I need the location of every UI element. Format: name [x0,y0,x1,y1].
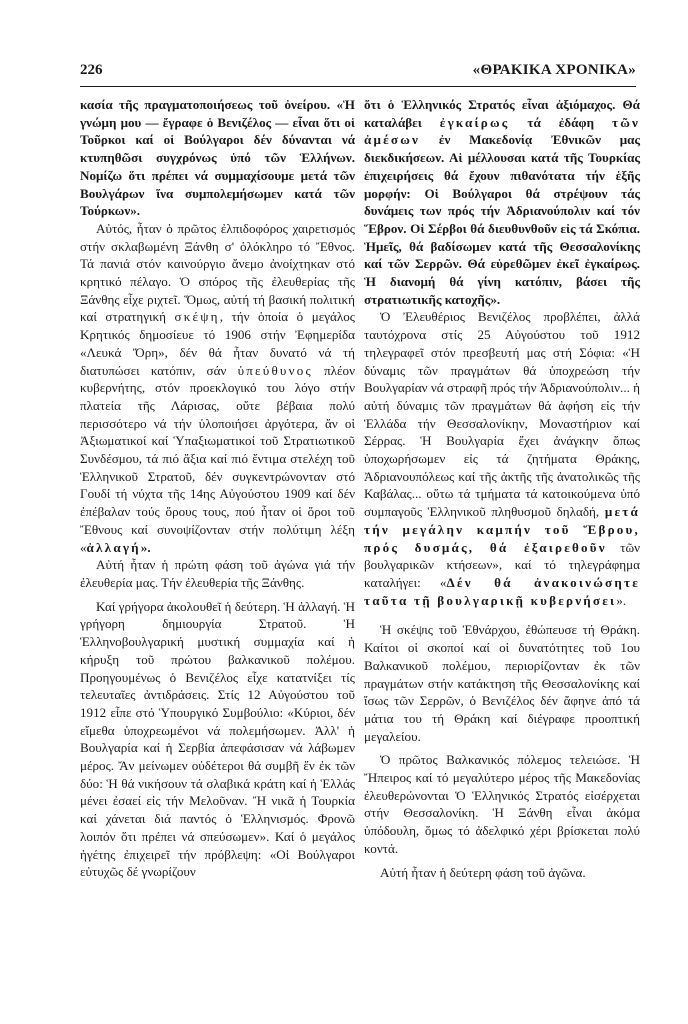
paragraph-text: Αὐτή ἦταν ἡ δεύτερη φάση τοῦ ἀγῶνα. [380,864,586,880]
paragraph-text: , τήν ὁποία ὁ μεγάλος Κρητικός δημοσίευε τό 1906 στήν Ἐφημερίδα «Λευκά Ὄρη», δέν θά ἦταν δυνατό νά τή διατυπώσει κατόπιν, σάν [80,309,355,378]
page-header [80,62,636,84]
paragraph [364,751,640,857]
paragraph [80,598,355,881]
spaced-phrase: Δέν θά ἀνακοινώσητε ταῦτα τῇ βουλγαρικῇ κυβερνήσει [364,574,640,608]
paragraph [364,621,640,745]
spaced-word: ὑπεύθυνος [237,362,313,378]
spaced-word: τῶν ἀμέσων [364,114,641,148]
paragraph-text: Ἡ σκέψις τοῦ Ἐθνάρχου, ἐθώπευσε τή Θράκη. Καίτοι οἱ σκοποί καί οἱ δυνατότητες τοῦ 1ου Βαλκανικοῦ πολέμου, περιορίζονταν ἐκ τῶν πραγμάτων στήν κατάκτηση τῆς Θεσσαλονίκης καί ἴσως τῶν Σερρῶν, ὁ Βενιζέλος δέν ἄφηνε ἀπό τά μάτια του τή Θράκη καί διέγραφε προοπτική μεγαλείου. [364,622,640,744]
spaced-word: ἐγκαίρως [439,114,510,130]
paragraph [80,96,355,220]
spaced-phrase: μετά τήν μεγάλην καμπήν τοῦ Ἕβρου, πρός δυσμάς, θά ἐξαιρεθοῦν [364,504,640,555]
paragraph-text: Καί γρήγορα ἀκολουθεῖ ἡ δεύτερη. Ἡ ἀλλαγή. Ἡ γρήγορη δημιουργία Στρατοῦ. Ἡ Ἑλληνοβουλγαρική μυστική συμμαχία καί ἡ κήρυξη τοῦ πρώτου βαλκανικοῦ πολέμου. Προηγουμένως ὁ Βενιζέλος εἶχε κατατνίξει τίς τελευταῖες ἀντιδράσεις. Στίς 12 Αὐγούστου τοῦ 1912 εἶπε στό Ὑπουργικό Συμβούλιο: «Κύριοι, δέν εἴμεθα ὑποχρεωμένοι νά πολεμήσωμεν. Ἀλλ' ἡ Βουλγαρία καί ἡ Σερβία ἀπεφάσισαν νά λάβωμεν μέρος. Ἄν μείνωμεν οὐδέτεροι θά συμβῆ ἕν ἐκ τῶν δύο: Ἡ θά νικήσουν τά σλαβικά κράτη καί ἡ Ἑλλάς μένει ἐσαεί εἰς τήν Μελοῦναν. Ἤ νικᾶ ἡ Τουρκία καί χάνεται διά παντός ὁ Ἑλληνισμός. Φρονῶ λοιπόν ὅτι πρέπει νά σπεύσωμεν». Καί ὁ μεγάλος ἡγέτης ἐπιχειρεῖ τήν πρόβλεψη: «Οἱ Βούλγαροι εὐτυχῶς δέ γνωρίζουν [80,598,355,880]
paragraph [80,556,355,591]
left-column [80,96,355,881]
spaced-word: σκέψη [174,309,220,325]
paragraph-text: Αὐτή ἦταν ἡ πρώτη φάση τοῦ ἀγώνα γιά τήν ἐλευθερία μας. Τήν ἐλευθερία τῆς Ξάνθης. [80,557,355,590]
paragraph [364,308,640,609]
paragraph [80,220,355,556]
paragraph-text: ». [140,539,151,555]
paragraph-text: Αὐτός, ἦταν ὁ πρῶτος ἐλπιδοφόρος χαιρετισμός στήν σκλαβωμένη Ξάνθη σ' ὁλόκληρο τό Ἔθνος. Τά πανιά στόν καινούργιο ἄνεμο ἀνοίχτηκαν στό κρητικό πέλαγο. Ὁ σπόρος τῆς ἐλευθερίας τῆς Ξάνθης εἶχε ριχτεῖ. Ὅμως, αὐτή τή βασική πολιτική καί στρατηγική [80,220,355,325]
running-title: «ΘΡΑΚΙΚΑ ΧΡΟΝΙΚΑ» [472,62,636,78]
paragraph [364,864,640,882]
paragraph-text: ». [616,592,627,608]
paragraph-text: κασία τῆς πραγματοποιήσεως τοῦ ὀνείρου. «Ἡ γνώμη μου — ἔγραφε ὁ Βενιζέλος — εἶναι ὅτι οἱ Τοῦρκοι καί οἱ Βούλγαροι δέν δύνανται νά κτυπηθῶσι συγχρόνως ὑπό τῶν Ἑλλήνων. Νομίζω ὅτι πρέπει νά συμμαχίσουμε μετά τῶν Βουλγάρων ἵνα συμπολεμήσωμεν κατά τῶν Τούρκων». [80,97,355,219]
paragraph-text: Ὁ πρῶτος Βαλκανικός πόλεμος τελειώσε. Ἡ Ἤπειρος καί τό μεγαλύτερο μέρος τῆς Μακεδονίας ἐλευθερώνονται Ὁ Ἑλληνικός Στρατός εἰσέρχεται στήν Θεσσαλονίκη. Ἡ Ξάνθη εἶναι ἀκόμα ὑπόδουλη, ὅμως τό ἀδελφικό χέρι βρίσκεται πολύ κοντά. [364,752,640,856]
paragraph-text: ὅτι ὁ Ἑλληνικός Στρατός εἶναι ἀξιόμαχος. Θά καταλάβει [364,97,640,130]
header-divider [80,86,636,87]
page-number: 226 [80,62,103,78]
paragraph-text: ἐν Μακεδονίᾳ Ἐθνικῶν μας διεκδικήσεων. Αἱ μέλλουσαι κατά τῆς Τουρκίας ἐπιχειρήσεις θά ἔχουν πιθανότατα τήν ἑξῆς μορφήν: Οἱ Βούλγαροι θά στρέψουν τάς δυνάμεις των πρός τήν Ἀδριανούπολιν καί τόν Ἕβρον. Οἱ Σέρβοι θά διευθυνθοῦν εἰς τά Σκόπια. Ἡμεῖς, θά βαδίσωμεν κατά τῆς Θεσσαλονίκης καί τῶν Σερρῶν. Θά εὑρεθῶμεν ἐκεῖ ἐγκαίρως. Ἡ διανομή θά γίνη κατόπιν, βάσει τῆς στρατιωτικῆς κατοχῆς». [364,132,640,307]
spaced-word: ἀλλαγή [86,539,141,555]
paragraph-text: πλέον κυβερνήτης, στόν προεκλογικό του λόγο στήν πλατεία τῆς Λάρισας, οὔτε βέβαια πολύ περισσότερο νά τήν ὑλοποιήσει ἀργότερα, ἄν οἱ Ἀξιωματικοί καί Ὑπαξιωματικοί τοῦ Στρατιωτικοῦ Συνδέσμου, τά πιό ἄξια καί πιό ἔντιμα στελέχη τοῦ Ἑλληνικοῦ Στρατοῦ, δέν συγκεντρώνονταν στό Γουδί τή νύχτα τῆς 14ης Αὐγούστου 1909 καί δέν ἐπέβαλαν τούς ὅρους τους, πού ἦταν οἱ ὅροι τοῦ Ἔθνους καί συνοψίζονταν στήν πολύτιμη λέξη « [80,362,355,555]
paragraph [364,96,640,308]
paragraph-text: τῶν βουλγαρικῶν κτήσεων», καί τό τηλεγράφημα καταλήγει: « [364,539,640,590]
paragraph-text: τά ἐδάφη [509,114,612,130]
right-column [364,96,640,881]
paragraph-text: Ὁ Ἐλευθέριος Βενιζέλος προβλέπει, ἀλλά ταυτόχρονα στίς 25 Αὐγούστου τοῦ 1912 τηλεγραφεῖ στόν πρεσβευτή μας στή Σόφια: «Ἡ δύναμις τῶν πραγμάτων θά ὑποχρεώση τήν Βουλγαρίαν νά στραφῆ πρός τήν Ἀδριανούπολιν... ἡ αὐτή δύναμις τῶν πραγμάτων θά ἀφήση εἰς τήν Ἑλλάδα τήν Θεσσαλονίκην, Μοναστήριον καί Σέρρας. Ἡ Βουλγαρία ἔχει ἀνάγκην ὅπως ὑποχωρήσωμεν εἰς τά ζητήματα Θράκης, Ἀδριανουπόλεως καί τῆς ἀκτῆς τῆς ἀνατολικῶς τῆς Καβάλας... οὕτω τά τμήματα τά κατοικούμενα ὑπό συμπαγοῦς Ἑλληνικοῦ πληθυσμοῦ δηλαδή, [364,309,640,520]
